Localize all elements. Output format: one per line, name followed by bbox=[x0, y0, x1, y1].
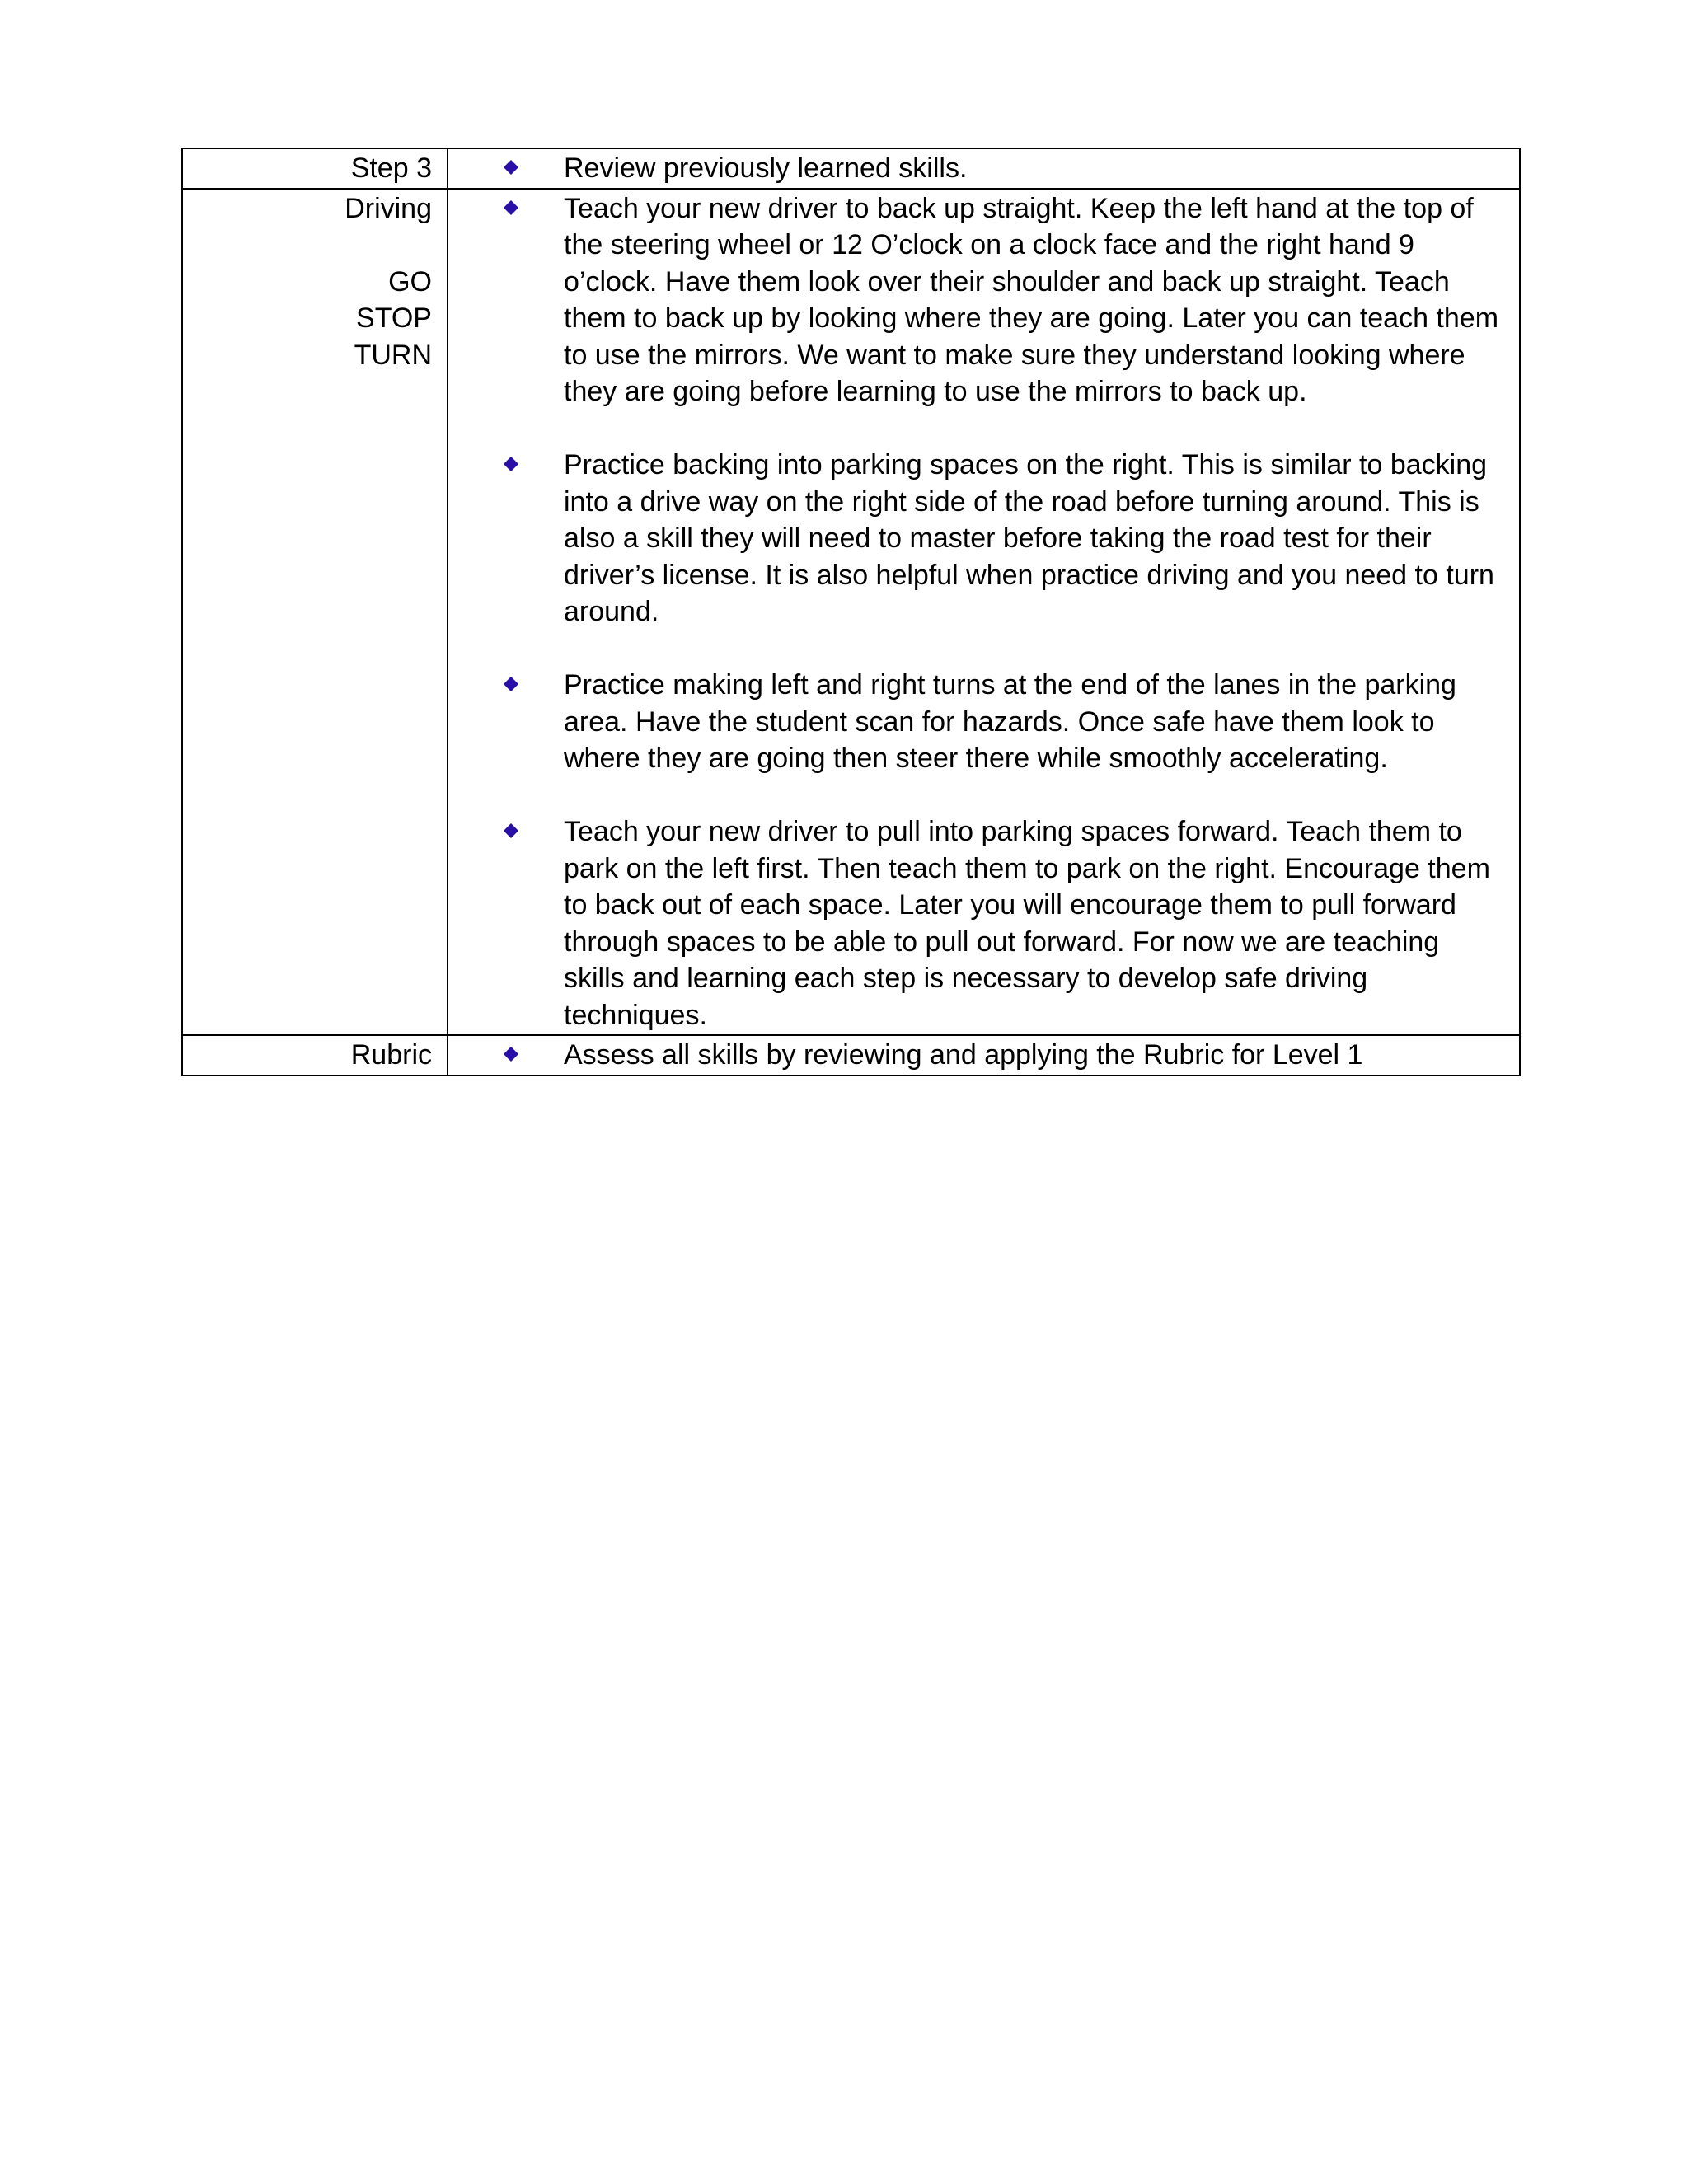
item-text: Review previously learned skills. bbox=[564, 152, 968, 184]
item-text: Assess all skills by reviewing and applying the Rubric for Level 1 bbox=[564, 1039, 1363, 1071]
list-item bbox=[448, 150, 1503, 187]
diamond-bullet-icon bbox=[504, 677, 518, 691]
row-label: Step 3 bbox=[350, 152, 432, 184]
row-label-cell bbox=[182, 1035, 448, 1076]
table-row bbox=[182, 148, 1520, 189]
item-text: Teach your new driver to pull into parking spaces forward. Teach them to park on the left first. Then teach them to park on the right. Encourage them to back out of each space. Later you will encourage them to pull forward through spaces to be able to pull out forward. For now we are teaching skills and learning each step is necessary to develop safe driving techniques. bbox=[564, 816, 1490, 1031]
row-sublabel-go: GO bbox=[388, 265, 432, 298]
row-content-cell bbox=[448, 1035, 1520, 1076]
list-item bbox=[448, 813, 1503, 1033]
list-item bbox=[448, 1037, 1503, 1074]
row-label-cell bbox=[182, 148, 448, 189]
diamond-bullet-icon bbox=[504, 457, 518, 471]
diamond-bullet-icon bbox=[504, 200, 518, 215]
diamond-bullet-icon bbox=[504, 160, 518, 175]
row-content-cell bbox=[448, 148, 1520, 189]
table-row bbox=[182, 189, 1520, 1036]
row-label: Driving bbox=[345, 192, 432, 224]
list-item bbox=[448, 190, 1503, 410]
item-text: Teach your new driver to back up straight. Keep the left hand at the top of the steering wheel or 12 O’clock on a clock face and the right hand 9 o’clock. Have them look over their shoulder and back up straight. Teach them to back up by looking where they are going. Later you can teach them to use the mirrors. We want to make sure they understand looking where they are going before learning to use the mirrors to back up. bbox=[564, 192, 1499, 407]
item-text: Practice backing into parking spaces on the right. This is similar to backing into a drive way on the right side of the road before turning around. This is also a skill they will need to master before taking the road test for their driver’s license. It is also helpful when practice driving and you need to turn around. bbox=[564, 449, 1494, 627]
list-item bbox=[448, 447, 1503, 630]
row-sublabel-stop: STOP bbox=[356, 302, 432, 334]
list-item bbox=[448, 667, 1503, 777]
diamond-bullet-icon bbox=[504, 823, 518, 838]
lesson-table bbox=[181, 148, 1521, 1076]
table-row bbox=[182, 1035, 1520, 1076]
label-spacer bbox=[183, 227, 432, 264]
diamond-bullet-icon bbox=[504, 1047, 518, 1062]
item-text: Practice making left and right turns at the end of the lanes in the parking area. Have the student scan for hazards. Once safe have them look to where they are going then steer there while smoothly accelerating. bbox=[564, 669, 1456, 774]
row-content-cell bbox=[448, 189, 1520, 1036]
row-sublabel-turn: TURN bbox=[354, 339, 432, 371]
row-label-cell bbox=[182, 189, 448, 1036]
row-label: Rubric bbox=[350, 1039, 432, 1071]
